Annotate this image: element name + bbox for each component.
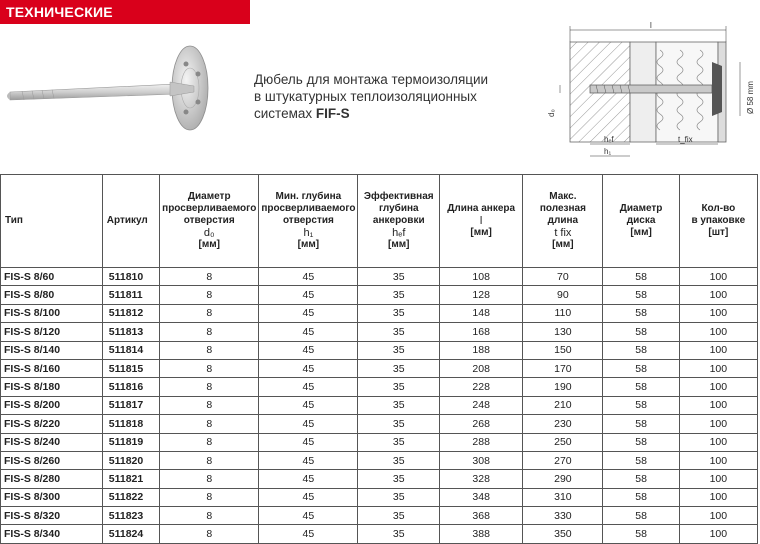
cell-h1: 45 [259,451,358,469]
table-row [1,488,758,506]
cell-h1: 45 [259,304,358,322]
diagram-label-h1: h₁ [604,147,612,156]
cell-hef: 35 [358,323,440,341]
cell-h1: 45 [259,268,358,286]
cell-h1: 45 [259,507,358,525]
cell-length: 288 [440,433,523,451]
cell-qty: 100 [679,286,757,304]
cell-h1: 45 [259,488,358,506]
cell-type: FIS-S 8/120 [1,323,103,341]
cell-d0: 8 [160,396,259,414]
dowel-product-image [2,44,242,154]
cell-tfix: 310 [523,488,603,506]
cell-hef: 35 [358,525,440,543]
cell-article: 511817 [102,396,159,414]
cell-article: 511818 [102,415,159,433]
cell-tfix: 270 [523,451,603,469]
cell-disc: 58 [603,488,679,506]
header-d0: Диаметр просверливаемого отверстия d₀ [мм] [160,175,259,268]
header-type: Тип [1,175,103,268]
header-tfix: Макс. полезная длина t fix [мм] [523,175,603,268]
cell-tfix: 110 [523,304,603,322]
table-row [1,451,758,469]
cell-qty: 100 [679,396,757,414]
cell-hef: 35 [358,415,440,433]
cell-article: 511810 [102,268,159,286]
cell-d0: 8 [160,359,259,377]
cell-type: FIS-S 8/320 [1,507,103,525]
cell-length: 128 [440,286,523,304]
cell-article: 511812 [102,304,159,322]
description-line-2: в штукатурных теплоизоляционных [254,89,477,104]
table-body [1,268,758,544]
cell-article: 511821 [102,470,159,488]
cell-length: 248 [440,396,523,414]
cell-hef: 35 [358,359,440,377]
header-hef: Эффективная глубина анкеровки hₑf [мм] [358,175,440,268]
cell-qty: 100 [679,268,757,286]
cell-type: FIS-S 8/260 [1,451,103,469]
cell-length: 308 [440,451,523,469]
header-length: Длина анкера l [мм] [440,175,523,268]
diagram-label-l: l [650,22,652,30]
cell-qty: 100 [679,415,757,433]
cell-d0: 8 [160,341,259,359]
cell-type: FIS-S 8/160 [1,359,103,377]
table-row [1,470,758,488]
table-row [1,304,758,322]
cell-qty: 100 [679,323,757,341]
cell-tfix: 190 [523,378,603,396]
cell-length: 268 [440,415,523,433]
table-row [1,378,758,396]
cell-type: FIS-S 8/180 [1,378,103,396]
cell-disc: 58 [603,323,679,341]
cell-type: FIS-S 8/240 [1,433,103,451]
cell-d0: 8 [160,488,259,506]
cell-d0: 8 [160,378,259,396]
cell-tfix: 230 [523,415,603,433]
table-row [1,396,758,414]
cell-h1: 45 [259,359,358,377]
table-row [1,525,758,543]
table-row [1,341,758,359]
header-h1: Мин. глубина просверливаемого отверстия h₁ [мм] [259,175,358,268]
cell-length: 368 [440,507,523,525]
table-row [1,286,758,304]
cell-disc: 58 [603,268,679,286]
cell-qty: 100 [679,304,757,322]
cell-length: 188 [440,341,523,359]
cell-h1: 45 [259,525,358,543]
cell-disc: 58 [603,525,679,543]
cell-qty: 100 [679,341,757,359]
cell-type: FIS-S 8/60 [1,268,103,286]
cell-disc: 58 [603,359,679,377]
cell-d0: 8 [160,286,259,304]
cell-disc: 58 [603,378,679,396]
cell-d0: 8 [160,525,259,543]
cell-article: 511824 [102,525,159,543]
cell-length: 208 [440,359,523,377]
cell-qty: 100 [679,507,757,525]
cell-hef: 35 [358,470,440,488]
cell-qty: 100 [679,451,757,469]
cell-hef: 35 [358,488,440,506]
cell-hef: 35 [358,451,440,469]
section-title: ТЕХНИЧЕСКИЕ ХАРАКТЕРИСТИКИ [0,0,250,24]
cell-article: 511822 [102,488,159,506]
cell-qty: 100 [679,378,757,396]
cell-article: 511823 [102,507,159,525]
cell-hef: 35 [358,433,440,451]
cell-disc: 58 [603,415,679,433]
diagram-label-tfix: t_fix [678,135,693,144]
table-row [1,359,758,377]
cell-disc: 58 [603,470,679,488]
description-line-1: Дюбель для монтажа термоизоляции [254,72,489,87]
cell-disc: 58 [603,396,679,414]
cell-disc: 58 [603,341,679,359]
cell-h1: 45 [259,286,358,304]
cell-d0: 8 [160,304,259,322]
cell-d0: 8 [160,433,259,451]
cell-h1: 45 [259,323,358,341]
cell-tfix: 210 [523,396,603,414]
cell-article: 511820 [102,451,159,469]
cell-qty: 100 [679,470,757,488]
cell-qty: 100 [679,359,757,377]
cell-hef: 35 [358,268,440,286]
table-row [1,433,758,451]
table-row [1,507,758,525]
installation-diagram [540,22,758,168]
table-row [1,268,758,286]
product-description [254,71,514,122]
cell-h1: 45 [259,396,358,414]
cell-d0: 8 [160,323,259,341]
cell-tfix: 290 [523,470,603,488]
cell-h1: 45 [259,470,358,488]
cell-length: 108 [440,268,523,286]
cell-length: 328 [440,470,523,488]
cell-tfix: 170 [523,359,603,377]
cell-length: 388 [440,525,523,543]
cell-d0: 8 [160,415,259,433]
cell-article: 511813 [102,323,159,341]
cell-tfix: 330 [523,507,603,525]
cell-tfix: 90 [523,286,603,304]
header-quantity: Кол-во в упаковке [шт] [679,175,757,268]
cell-qty: 100 [679,525,757,543]
cell-h1: 45 [259,415,358,433]
diagram-label-d0: d₀ [547,109,556,117]
cell-length: 168 [440,323,523,341]
table-header-row [1,175,758,268]
cell-article: 511819 [102,433,159,451]
cell-qty: 100 [679,433,757,451]
cell-hef: 35 [358,304,440,322]
cell-type: FIS-S 8/80 [1,286,103,304]
cell-hef: 35 [358,507,440,525]
cell-length: 348 [440,488,523,506]
specifications-table [0,174,758,544]
cell-tfix: 70 [523,268,603,286]
cell-tfix: 150 [523,341,603,359]
table-row [1,323,758,341]
cell-length: 228 [440,378,523,396]
cell-disc: 58 [603,286,679,304]
cell-tfix: 250 [523,433,603,451]
cell-type: FIS-S 8/200 [1,396,103,414]
cell-type: FIS-S 8/100 [1,304,103,322]
cell-disc: 58 [603,451,679,469]
cell-hef: 35 [358,396,440,414]
cell-hef: 35 [358,341,440,359]
product-name: FIF-S [315,106,350,121]
cell-hef: 35 [358,286,440,304]
cell-type: FIS-S 8/280 [1,470,103,488]
cell-disc: 58 [603,304,679,322]
description-line-3: системах FIF-S [254,106,350,121]
header-article: Артикул [102,175,159,268]
diagram-label-hef: hₑf [604,135,614,144]
cell-article: 511811 [102,286,159,304]
cell-length: 148 [440,304,523,322]
cell-d0: 8 [160,507,259,525]
cell-tfix: 350 [523,525,603,543]
cell-d0: 8 [160,470,259,488]
cell-d0: 8 [160,451,259,469]
cell-h1: 45 [259,341,358,359]
cell-type: FIS-S 8/300 [1,488,103,506]
cell-disc: 58 [603,507,679,525]
cell-type: FIS-S 8/220 [1,415,103,433]
diagram-label-diameter: Ø 58 mm [746,81,755,114]
cell-hef: 35 [358,378,440,396]
cell-article: 511814 [102,341,159,359]
cell-h1: 45 [259,433,358,451]
cell-tfix: 130 [523,323,603,341]
cell-type: FIS-S 8/140 [1,341,103,359]
header-disc-diameter: Диаметр диска [мм] [603,175,679,268]
cell-h1: 45 [259,378,358,396]
cell-article: 511815 [102,359,159,377]
cell-qty: 100 [679,488,757,506]
cell-d0: 8 [160,268,259,286]
table-row [1,415,758,433]
cell-article: 511816 [102,378,159,396]
cell-type: FIS-S 8/340 [1,525,103,543]
cell-disc: 58 [603,433,679,451]
